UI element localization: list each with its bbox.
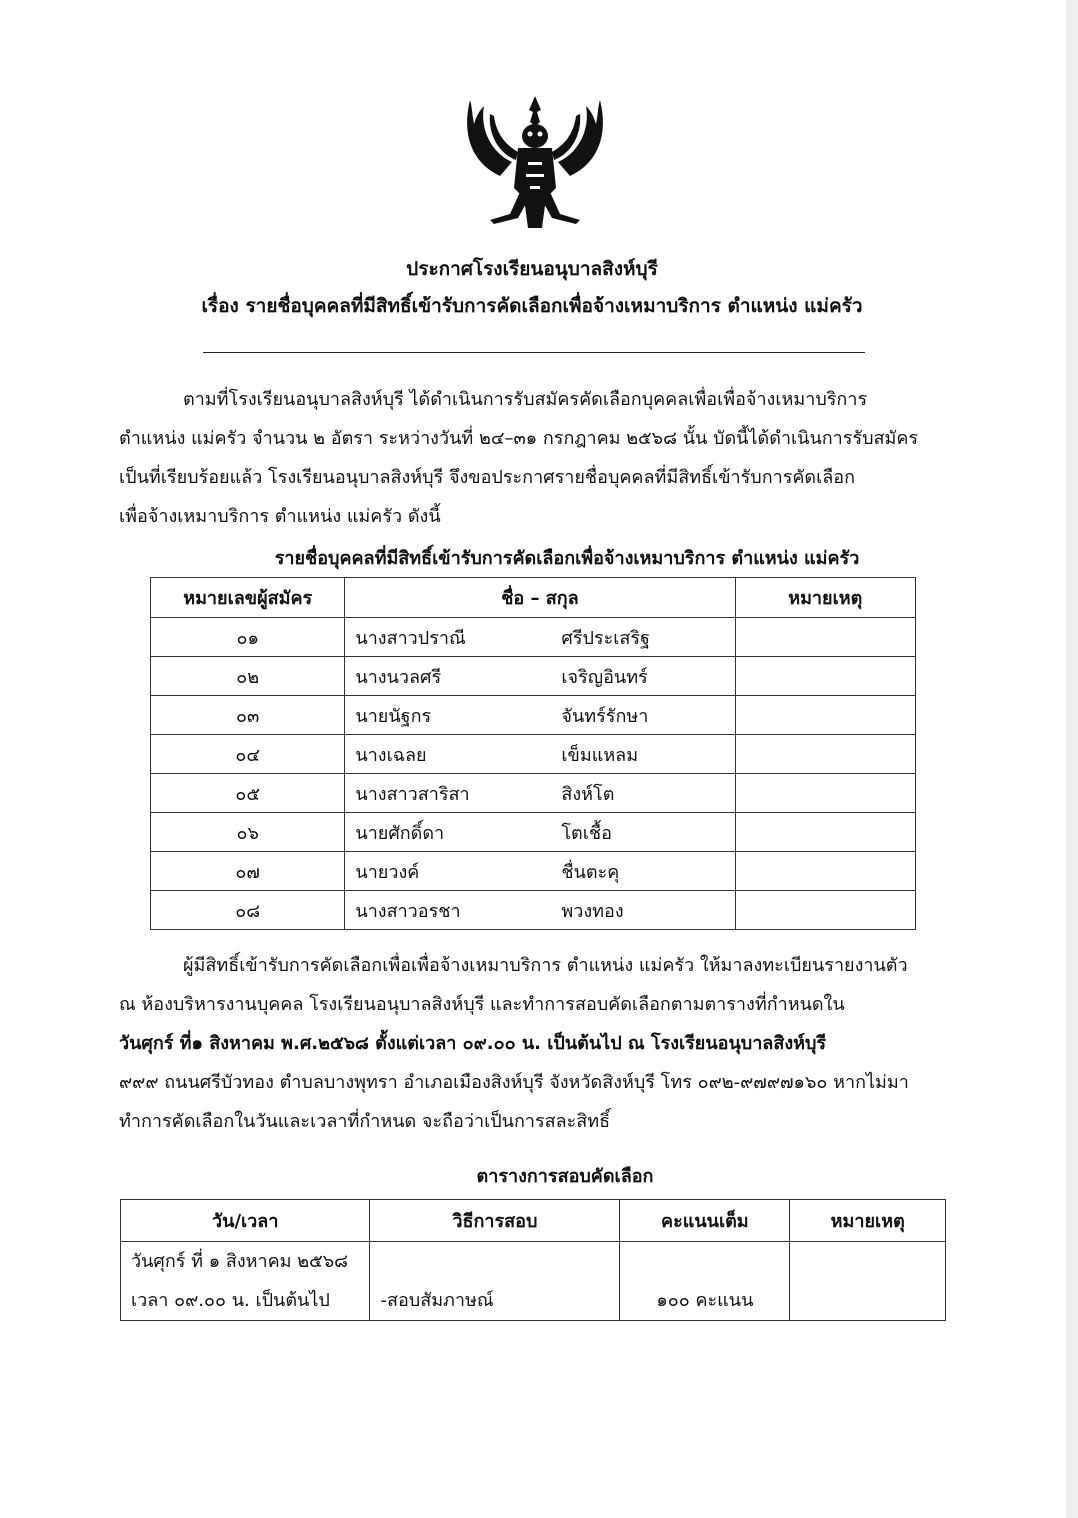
candidate-last-name: เจริญอินทร์ xyxy=(561,666,648,688)
candidate-remark xyxy=(735,735,915,774)
garuda-emblem-icon xyxy=(460,92,610,234)
candidate-number: ๐๒ xyxy=(151,657,345,696)
candidates-table-title: รายชื่อบุคคลที่มีสิทธิ์เข้ารับการคัดเลือกเพื่อจ้างเหมาบริการ ตำแหน่ง แม่ครัว xyxy=(274,548,860,569)
intro-line: ตามที่โรงเรียนอนุบาลสิงห์บุรี ได้ดำเนินการรับสมัครคัดเลือกบุคคลเพื่อเพื่อจ้างเหมาบริการ xyxy=(183,389,868,410)
candidate-last-name: จันทร์รักษา xyxy=(561,705,649,727)
candidate-number: ๐๕ xyxy=(151,774,345,813)
candidate-first-name: นางสาวปราณี xyxy=(355,627,466,649)
candidate-last-name: พวงทอง xyxy=(561,900,624,922)
column-header-score: คะแนนเต็ม xyxy=(620,1200,790,1242)
table-row xyxy=(151,774,916,813)
exam-date: วันศุกร์ ที่ ๑ สิงหาคม ๒๕๖๘ xyxy=(131,1251,349,1272)
column-header-method: วิธีการสอบ xyxy=(370,1200,620,1242)
column-header-datetime: วัน/เวลา xyxy=(121,1200,370,1242)
candidate-first-name: นางสาวอรชา xyxy=(355,900,461,922)
forfeit-line: ทำการคัดเลือกในวันและเวลาที่กำหนด จะถือว่าเป็นการสละสิทธิ์ xyxy=(119,1111,611,1132)
table-row xyxy=(151,618,916,657)
candidate-remark xyxy=(735,696,915,735)
candidate-last-name: ชื่นตะคุ xyxy=(561,861,620,883)
candidates-table xyxy=(150,577,916,930)
candidate-number: ๐๗ xyxy=(151,852,345,891)
candidate-remark xyxy=(735,774,915,813)
exam-method: -สอบสัมภาษณ์ xyxy=(370,1242,620,1321)
registration-line: ณ ห้องบริหารงานบุคคล โรงเรียนอนุบาลสิงห์บุรี และทำการสอบคัดเลือกตามตารางที่กำหนดใน xyxy=(119,994,845,1015)
candidate-number: ๐๖ xyxy=(151,813,345,852)
table-row xyxy=(151,852,916,891)
candidate-remark xyxy=(735,657,915,696)
candidate-first-name: นายนัฐกร xyxy=(355,705,432,727)
candidate-name xyxy=(345,657,735,696)
column-header-remark: หมายเหตุ xyxy=(735,578,915,618)
candidate-first-name: นางนวลศรี xyxy=(355,666,442,688)
address-line: ๙๙๙ ถนนศรีบัวทอง ตำบลบางพุทรา อำเภอเมืองสิงห์บุรี จังหวัดสิงห์บุรี โทร ๐๙๒-๙๗๙๗๑๖๐ หากไม่มา xyxy=(119,1072,909,1093)
candidate-name xyxy=(345,813,735,852)
candidate-number: ๐๔ xyxy=(151,735,345,774)
column-header-remark: หมายเหตุ xyxy=(790,1200,946,1242)
divider-line xyxy=(203,352,865,353)
candidate-last-name: เข็มแหลม xyxy=(561,744,639,766)
candidate-number: ๐๓ xyxy=(151,696,345,735)
candidate-name xyxy=(345,891,735,930)
intro-line: เพื่อจ้างเหมาบริการ ตำแหน่ง แม่ครัว ดังนี้ xyxy=(119,506,441,527)
candidate-name xyxy=(345,735,735,774)
candidate-first-name: นายวงค์ xyxy=(355,861,420,883)
candidate-last-name: โตเชื้อ xyxy=(561,822,612,844)
table-header-row xyxy=(121,1200,946,1242)
candidate-first-name: นางสาวสาริสา xyxy=(355,783,470,805)
exam-score: ๑๐๐ คะแนน xyxy=(620,1242,790,1321)
page-edge xyxy=(1066,0,1078,1518)
candidate-last-name: ศรีประเสริฐ xyxy=(561,627,650,649)
intro-line: ตำแหน่ง แม่ครัว จำนวน ๒ อัตรา ระหว่างวันที่ ๒๔–๓๑ กรกฎาคม ๒๕๖๘ นั้น บัดนี้ได้ดำเนินการรับสมัคร xyxy=(119,428,919,449)
intro-paragraph xyxy=(119,380,947,536)
candidate-name xyxy=(345,852,735,891)
candidate-number: ๐๘ xyxy=(151,891,345,930)
table-row xyxy=(151,696,916,735)
announcement-subject: เรื่อง รายชื่อบุคคลที่มีสิทธิ์เข้ารับการคัดเลือกเพื่อจ้างเหมาบริการ ตำแหน่ง แม่ครัว xyxy=(201,295,863,317)
candidate-number: ๐๑ xyxy=(151,618,345,657)
candidate-name xyxy=(345,696,735,735)
candidate-first-name: นางเฉลย xyxy=(355,744,427,766)
exam-schedule-table xyxy=(120,1199,946,1321)
exam-datetime xyxy=(121,1242,370,1321)
table-header-row xyxy=(151,578,916,618)
exam-date-line: วันศุกร์ ที่๑ สิงหาคม พ.ศ.๒๕๖๘ ตั้งแต่เวลา ๐๙.๐๐ น. เป็นต้นไป ณ โรงเรียนอนุบาลสิงห์บุรี xyxy=(119,1033,827,1054)
registration-paragraph xyxy=(119,946,947,1141)
table-row xyxy=(121,1242,946,1321)
table-row xyxy=(151,657,916,696)
candidate-name xyxy=(345,774,735,813)
candidate-last-name: สิงห์โต xyxy=(561,783,615,805)
table-row xyxy=(151,735,916,774)
candidate-remark xyxy=(735,813,915,852)
exam-table-title: ตารางการสอบคัดเลือก xyxy=(476,1166,654,1187)
intro-line: เป็นที่เรียบร้อยแล้ว โรงเรียนอนุบาลสิงห์บุรี จึงขอประกาศรายชื่อบุคคลที่มีสิทธิ์เข้ารับการคัดเลือก xyxy=(119,467,856,488)
column-header-name: ชื่อ – สกุล xyxy=(345,578,735,618)
candidate-remark xyxy=(735,618,915,657)
exam-remark xyxy=(790,1242,946,1321)
candidate-remark xyxy=(735,891,915,930)
table-row xyxy=(151,891,916,930)
registration-line: ผู้มีสิทธิ์เข้ารับการคัดเลือกเพื่อเพื่อจ้างเหมาบริการ ตำแหน่ง แม่ครัว ให้มาลงทะเบียนรายงานตัว xyxy=(183,955,908,976)
exam-time: เวลา ๐๙.๐๐ น. เป็นต้นไป xyxy=(131,1290,330,1311)
column-header-number: หมายเลขผู้สมัคร xyxy=(151,578,345,618)
table-row xyxy=(151,813,916,852)
announcement-title: ประกาศโรงเรียนอนุบาลสิงห์บุรี xyxy=(406,258,658,280)
candidate-remark xyxy=(735,852,915,891)
candidate-name xyxy=(345,618,735,657)
candidate-first-name: นายศักดิ์ดา xyxy=(355,822,445,844)
